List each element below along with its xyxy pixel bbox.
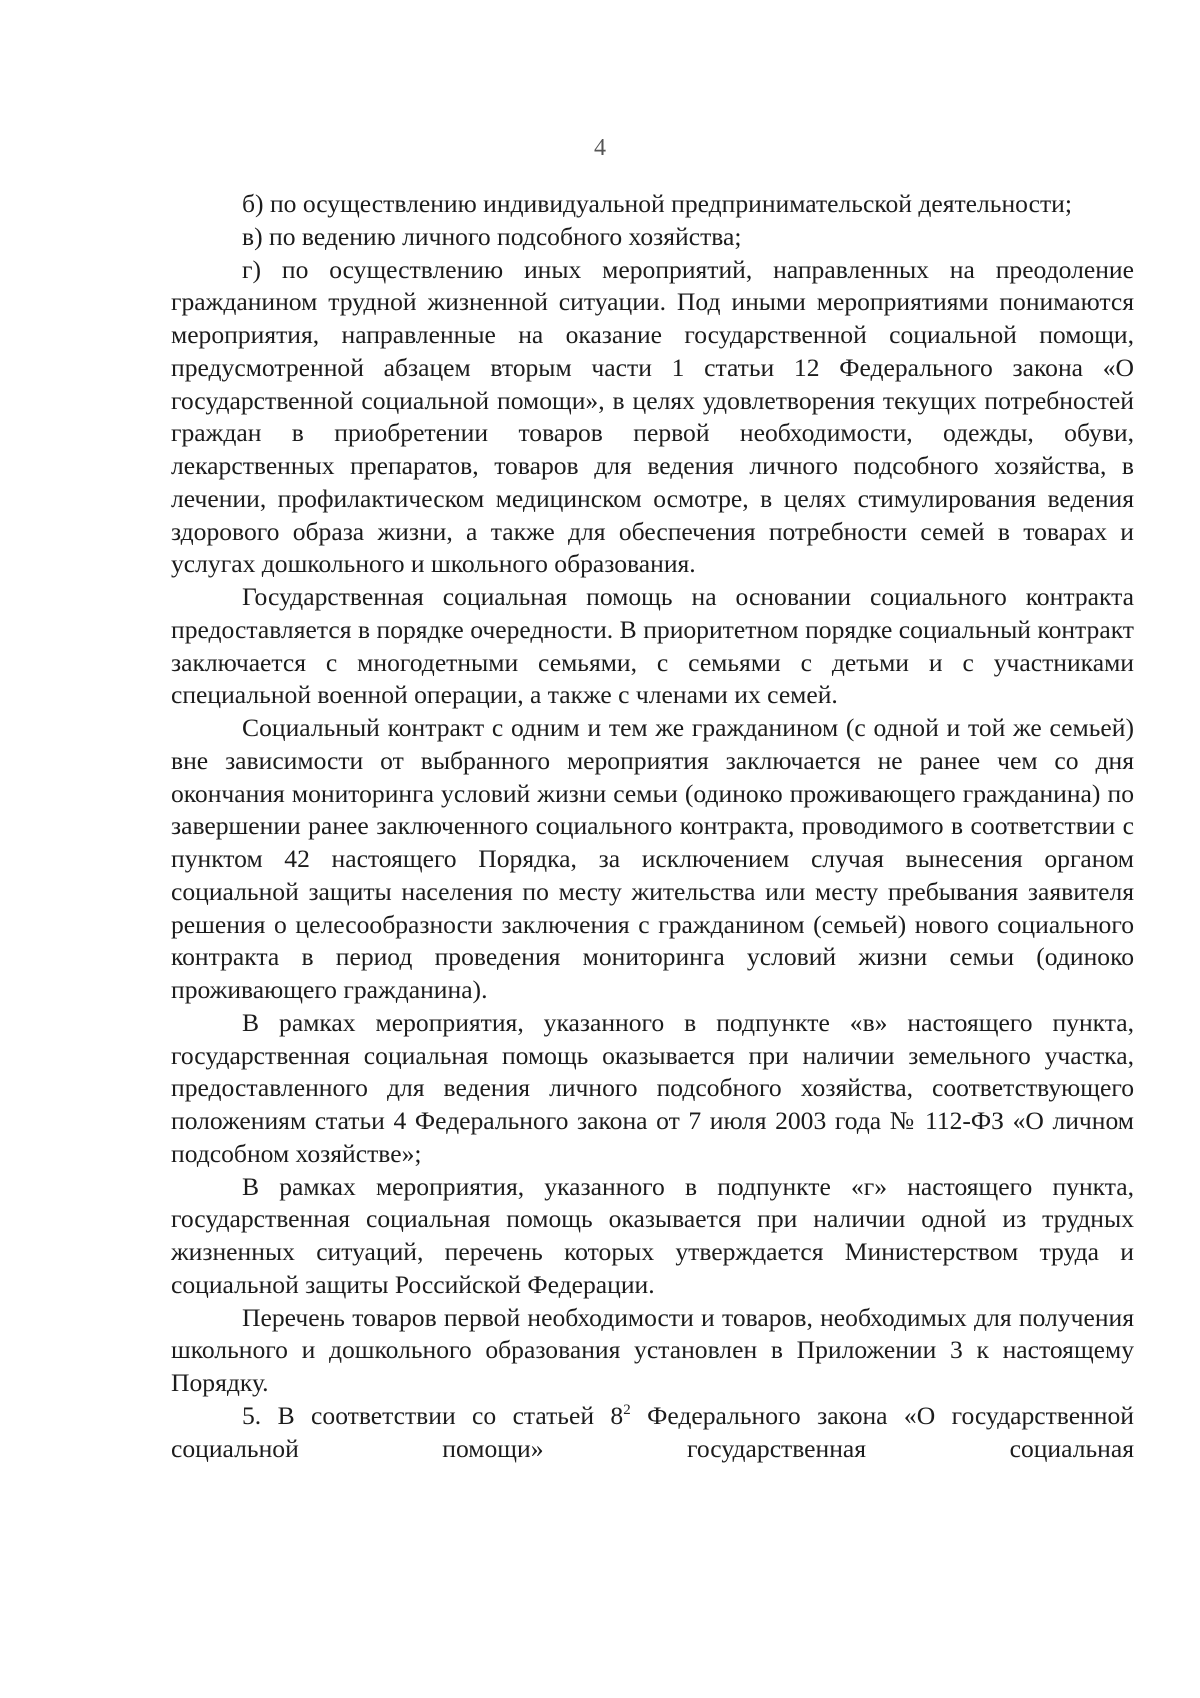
paragraph-subitem-v: в) по ведению личного подсобного хозяйства; (242, 221, 742, 251)
paragraph-priority-order: Государственная социальная помощь на основании социального контракта предоставляется в порядке очередности. В приоритетном порядке социальный контракт заключается с многодетными семьями, с семьями с детьми и с участниками специальной военной операции, а также с членами их семей. (171, 582, 1134, 710)
paragraph-land-plot: В рамках мероприятия, указанного в подпункте «в» настоящего пункта, государственная социальная помощь оказывается при наличии земельного участка, предоставленного для ведения личного подсобного хозяйства, соответствующего положениям статьи 4 Федерального закона от 7 июля 2003 года № 112-ФЗ «О личном подсобном хозяйстве»; (171, 1007, 1134, 1168)
paragraph-subitem-b: б) по осуществлению индивидуальной предпринимательской деятельности; (242, 189, 1072, 218)
paragraph-difficult-situations: В рамках мероприятия, указанного в подпункте «г» настоящего пункта, государственная социальная помощь оказывается при наличии одной из трудных жизненных ситуаций, перечень которых утверждается Министерством труда и социальной защиты Российской Федерации. (171, 1171, 1134, 1299)
article-superscript: 2 (623, 1401, 631, 1418)
item-5-text-start: 5. В соответствии со статьей 8 (242, 1400, 624, 1430)
document-body (171, 188, 1134, 1465)
paragraph-repeat-contract: Социальный контракт с одним и тем же гражданином (с одной и той же семьей) вне зависимости от выбранного мероприятия заключается не ранее чем со дня окончания мониторинга условий жизни семьи (одиноко проживающего гражданина) по завершении ранее заключенного социального контракта, проводимого в соответствии с пунктом 42 настоящего Порядка, за исключением случая вынесения органом социальной защиты населения по месту жительства или месту пребывания заявителя решения о целесообразности заключения с гражданином (семьей) нового социального контракта в период проведения мониторинга условий жизни семьи (одиноко проживающего гражданина). (171, 713, 1134, 1004)
page-number: 4 (594, 135, 606, 161)
paragraph-goods-list: Перечень товаров первой необходимости и товаров, необходимых для получения школьного и дошкольного образования установлен в Приложении 3 к настоящему Порядку. (171, 1302, 1134, 1397)
item-5-text-end: Федерального закона «О государственной социальной помощи» государственная социальная (171, 1400, 1134, 1463)
paragraph-item-5 (171, 1400, 1134, 1466)
paragraph-subitem-g: г) по осуществлению иных мероприятий, направленных на преодоление гражданином трудной жизненной ситуации. Под иными мероприятиями понимаются мероприятия, направленные на оказание государственной социальной помощи, предусмотренной абзацем вторым части 1 статьи 12 Федерального закона «О государственной социальной помощи», в целях удовлетворения текущих потребностей граждан в приобретении товаров первой необходимости, одежды, обуви, лекарственных препаратов, товаров для ведения личного подсобного хозяйства, в лечении, профилактическом медицинском осмотре, в целях стимулирования ведения здорового образа жизни, а также для обеспечения потребности семей в товарах и услугах дошкольного и школьного образования. (171, 254, 1134, 579)
